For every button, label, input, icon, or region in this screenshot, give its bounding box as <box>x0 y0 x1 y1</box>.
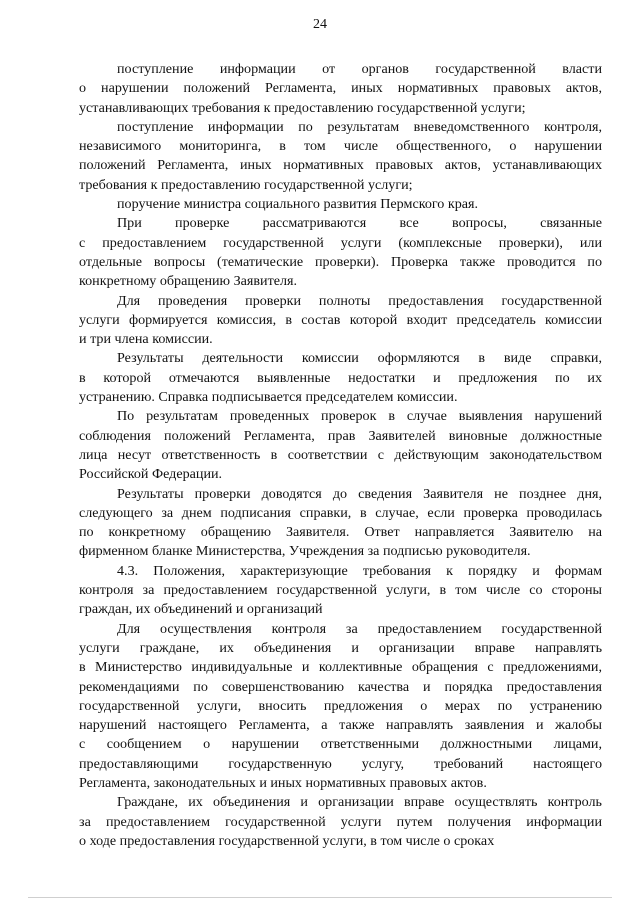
text-line: требования к предоставлению государственной услуги; <box>79 176 413 193</box>
text-line: государственной услуги, вносить предложения о мерах по устранению <box>79 697 602 714</box>
text-line: граждан, их объединений и организаций <box>79 601 323 618</box>
text-line: в которой отмечаются выявленные недостатки и предложения по их <box>79 369 602 386</box>
text-line: устранению. Справка подписывается председателем комиссии. <box>79 389 458 406</box>
paragraph <box>79 562 602 620</box>
paragraph <box>79 793 602 851</box>
text-line: устанавливающих требования к предоставлению государственной услуги; <box>79 99 526 116</box>
text-line: Граждане, их объединения и организации вправе осуществлять контроль <box>117 794 602 811</box>
page-bottom-edge <box>28 897 612 898</box>
page-number: 24 <box>313 17 327 32</box>
text-line: Для осуществления контроля за предоставлением государственной <box>117 620 602 637</box>
text-line: и три члена комиссии. <box>79 331 213 348</box>
document-body <box>79 60 602 851</box>
text-line: рекомендациями по совершенствованию качества и порядка предоставления <box>79 678 602 695</box>
paragraph <box>79 292 602 350</box>
text-line: поступление информации от органов государственной власти <box>117 61 602 77</box>
paragraph <box>79 349 602 407</box>
text-line: Для проведения проверки полноты предоставления государственной <box>117 292 602 309</box>
text-line: поступление информации по результатам вневедомственного контроля, <box>117 118 602 135</box>
text-line: При проверке рассматриваются все вопросы, связанные <box>117 215 602 232</box>
text-line: Регламента, законодательных и иных нормативных правовых актов. <box>79 774 487 791</box>
paragraph <box>79 407 602 484</box>
text-line: нарушений настоящего Регламента, а также направлять заявления и жалобы <box>79 717 602 734</box>
paragraph <box>79 195 602 214</box>
paragraph <box>79 620 602 794</box>
text-line: услуги граждане, их объединения и организации вправе направлять <box>79 639 602 656</box>
text-line: независимого мониторинга, в том числе общественного, о нарушении <box>79 138 602 155</box>
text-line: следующего за днем подписания справки, в случае, если проверка проводилась <box>79 504 602 521</box>
text-line: соблюдения положений Регламента, прав Заявителей виновные должностные <box>79 427 602 444</box>
text-line: отдельные вопросы (тематические проверки). Проверка также проводится по <box>79 253 602 270</box>
text-line: По результатам проведенных проверок в случае выявления нарушений <box>117 408 602 425</box>
text-line: Результаты проверки доводятся до сведения Заявителя не позднее дня, <box>117 485 602 502</box>
text-line: в Министерство индивидуальные и коллективные обращения с предложениями, <box>79 659 602 676</box>
text-line: предоставляющими государственную услугу, требований настоящего <box>79 755 602 772</box>
text-line: лица несут ответственность в соответствии с действующим законодательством <box>79 446 602 463</box>
text-line: за предоставлением государственной услуги путем получения информации <box>79 813 602 830</box>
paragraph <box>79 60 602 118</box>
paragraph <box>79 118 602 195</box>
text-line: по конкретному обращению Заявителя. Ответ направляется Заявителю на <box>79 524 602 541</box>
text-line: поручение министра социального развития Пермского края. <box>117 196 479 213</box>
text-line: конкретному обращению Заявителя. <box>79 273 298 290</box>
text-line: контроля за предоставлением государственной услуги, в том числе со стороны <box>79 582 602 599</box>
text-line: о нарушении положений Регламента, иных нормативных правовых актов, <box>79 80 602 97</box>
text-line: с предоставлением государственной услуги (комплексные проверки), или <box>79 234 602 251</box>
text-line: о ходе предоставления государственной услуги, в том числе о сроках <box>79 832 495 849</box>
text-line: 4.3. Положения, характеризующие требования к порядку и формам <box>117 562 602 579</box>
text-line: с сообщением о нарушении ответственными должностными лицами, <box>79 736 602 753</box>
text-line: Российской Федерации. <box>79 466 223 483</box>
text-line: фирменном бланке Министерства, Учреждения за подписью руководителя. <box>79 543 531 560</box>
text-line: положений Регламента, иных нормативных правовых актов, устанавливающих <box>79 157 602 174</box>
text-line: Результаты деятельности комиссии оформляются в виде справки, <box>117 350 602 367</box>
text-line: услуги формируется комиссия, в состав которой входит председатель комиссии <box>79 311 602 328</box>
paragraph <box>79 485 602 562</box>
paragraph <box>79 214 602 291</box>
